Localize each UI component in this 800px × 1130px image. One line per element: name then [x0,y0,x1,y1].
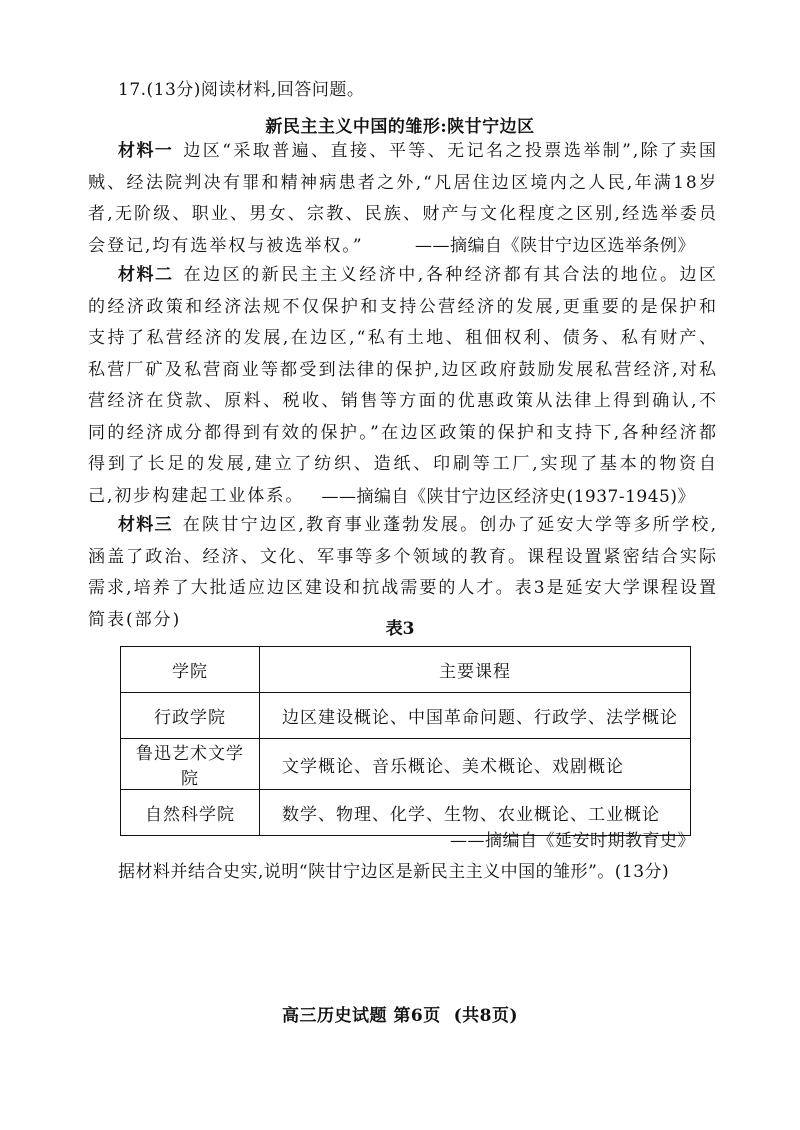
material-two-text: 在边区的新民主主义经济中,各种经济都有其合法的地位。边区的经济政策和经济法规不仅保护和支持公营经济的发展,更重要的是保护和支持了私营经济的发展,在边区,“私有土地、租佃权利、债务、私有财产、私营厂矿及私营商业等都受到法律的保护,边区政府鼓励发展私营经济,对私营经济在贷款、原料、税收、销售等方面的优惠政策从法律上得到确认,不同的经济成分都得到有效的保护。”在边区政策的保护和支持下,各种经济都得到了长足的发展,建立了纺织、造纸、印刷等工厂,实现了基本的物资自己,初步构建起工业体系。 [88,265,718,506]
material-one-text: 边区“采取普遍、直接、平等、无记名之投票选举制”,除了卖国贼、经法院判决有罪和精神病患者之外,“凡居住边区境内之人民,年满18岁者,无阶级、职业、男女、宗教、民族、财产与文化程度之区别,经选举委员会登记,均有选举权与被选举权。” [88,141,718,256]
material-two-paragraph [88,260,718,512]
table-caption: 表3 [385,619,415,639]
material-one-label: 材料一 [118,141,174,161]
page-footer [0,1001,800,1026]
material-three-label: 材料三 [118,515,173,535]
table-cell-college: 行政学院 [121,693,260,739]
material-three-text: 在陕甘宁边区,教育事业蓬勃发展。创办了延安大学等多所学校,涵盖了政治、经济、文化、军事等多个领域的教育。课程设置紧密结合实际需求,培养了大批适应边区建设和抗战需要的人才。表3是延安大学课程设置简表(部分) [88,515,718,630]
material-two-label: 材料二 [118,265,174,285]
question-prompt: 据材料并结合史实,说明“陕甘宁边区是新民主主义中国的雏形”。(13分) [118,862,670,882]
material-one-source: ——摘编自《陕甘宁边区选举条例》 [415,236,695,256]
course-table [120,646,691,836]
table-row [121,693,691,739]
table-row [121,739,691,790]
table-cell-college: 鲁迅艺术文学院 [121,739,260,790]
material-two-source: ——摘编自《陕甘宁边区经济史(1937-1945)》 [321,487,695,507]
table-header-row [121,647,691,693]
question-header: 17.(13分)阅读材料,回答问题。 [118,80,365,100]
footer-text: 高三历史试题 第6页 (共8页) [282,1006,518,1026]
table-cell-courses: 文学概论、音乐概论、美术概论、戏剧概论 [260,739,691,790]
question-title: 新民主主义中国的雏形:陕甘宁边区 [265,117,535,137]
table-cell-college: 自然科学院 [121,790,260,836]
table-header-courses: 主要课程 [260,647,691,693]
table-header-college: 学院 [121,647,260,693]
table-cell-courses: 数学、物理、化学、生物、农业概论、工业概论 [260,790,691,836]
table-cell-courses: 边区建设概论、中国革命问题、行政学、法学概论 [260,693,691,739]
material-three-source: ——摘编自《延安时期教育史》 [450,831,695,851]
